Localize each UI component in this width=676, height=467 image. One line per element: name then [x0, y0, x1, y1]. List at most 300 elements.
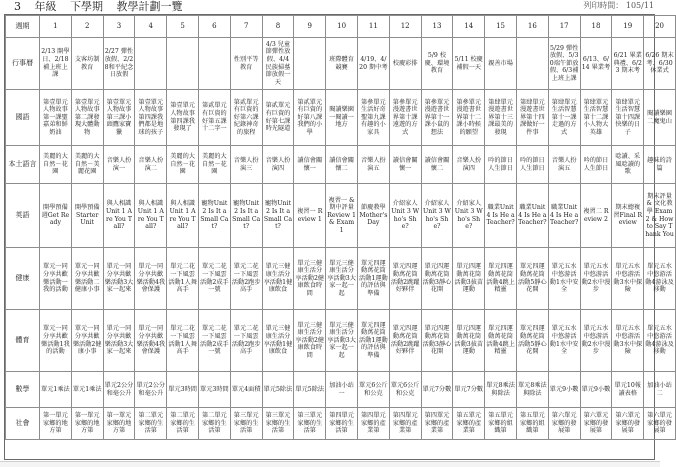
- plan-cell-text: 單元四運動萬花筒活動1運動的評估與準備: [359, 259, 388, 297]
- plan-cell-text: 開學預備週Get Ready: [41, 204, 70, 227]
- plan-cell-text: 與人相識Unit 1 Are You Tall?: [137, 200, 164, 231]
- plan-cell-text: 第六單元家鄉的發展第: [551, 412, 577, 435]
- plan-cell-text: 職業Unit 4 Is He a Teacher?: [486, 204, 515, 227]
- plan-cell-text: 第參單元漫遊書世界第十一課小鼠的想法: [424, 98, 450, 136]
- plan-cell: [548, 310, 580, 372]
- plan-cell: [389, 90, 421, 146]
- plan-cell-text: 單元9小數: [581, 385, 611, 393]
- week-number: 2: [71, 16, 103, 38]
- plan-cell: [167, 408, 199, 440]
- plan-cell-text: 第三單元家鄉的生活第: [265, 412, 291, 435]
- plan-cell-text: 第二單元家鄉的生活第: [170, 412, 195, 435]
- plan-cell-text: 單元7分數: [422, 385, 452, 393]
- plan-cell-text: 單元1乘法: [72, 385, 102, 393]
- subject-row: [6, 372, 676, 408]
- plan-cell: [135, 248, 167, 310]
- week-header-row: [6, 16, 676, 38]
- plan-cell-text: 音樂人扮演一: [106, 156, 132, 172]
- week-number: 5: [167, 16, 199, 38]
- plan-cell-text: 單元一同分享共歡樂活動4我會保護: [136, 263, 166, 294]
- plan-cell: [40, 372, 72, 408]
- plan-cell: [357, 38, 389, 90]
- week-number: 3: [103, 16, 135, 38]
- plan-cell-text: 第一單元家鄉的地方第: [106, 412, 132, 435]
- plan-cell: [644, 184, 676, 248]
- plan-cell: [326, 248, 358, 310]
- plan-cell: [326, 372, 358, 408]
- plan-cell: [485, 38, 517, 90]
- plan-cell-text: 4/3 兒童節彈性放假、4/4 民族掃墓節放假一天: [265, 40, 291, 86]
- plan-cell-text: 5/11 校慶補假一天: [454, 55, 483, 71]
- plan-cell-text: 單元五水中悠游活動2水中漫步: [581, 325, 611, 356]
- plan-cell: [389, 184, 421, 248]
- plan-cell: [548, 248, 580, 310]
- plan-cell-text: 讀信會關懷二: [329, 156, 354, 172]
- plan-cell: [357, 248, 389, 310]
- week-number: 11: [357, 16, 389, 38]
- plan-cell: [103, 184, 135, 248]
- plan-cell-text: 唸讀、采風唸讀的歌: [615, 153, 641, 176]
- plan-cell: [135, 146, 167, 184]
- plan-cell: [516, 38, 548, 90]
- plan-cell: [326, 38, 358, 90]
- plan-cell: [612, 184, 644, 248]
- grade-number: 3: [14, 0, 21, 13]
- plan-cell-text: 單元五水中悠游活動4游泳及移動: [645, 263, 674, 294]
- plan-cell: [389, 38, 421, 90]
- subject-label: 體育: [6, 310, 40, 372]
- plan-cell-text: 讀信會關懷一: [297, 156, 323, 172]
- plan-cell-text: 單元3時間: [168, 385, 197, 393]
- plan-cell: [516, 146, 548, 184]
- plan-cell-text: 4/19、4/20 期中考: [359, 55, 388, 71]
- subject-label: 健康: [6, 248, 40, 310]
- plan-cell: [421, 90, 453, 146]
- plan-cell: [548, 90, 580, 146]
- plan-cell: [198, 90, 230, 146]
- print-date: 列印時間： 105/11: [583, 1, 654, 10]
- plan-cell-text: 讀信會關懷二: [424, 156, 450, 172]
- plan-cell: [71, 90, 103, 146]
- week-number: 4: [135, 16, 167, 38]
- plan-cell-text: 單元6公斤和公克: [390, 381, 420, 397]
- week-number: 10: [326, 16, 358, 38]
- plan-cell-text: 第貳單元有巨資的好第六課紀錄神奇的旅程: [233, 98, 259, 136]
- week-number: 14: [453, 16, 485, 38]
- plan-cell-text: 第肆單元生活智慧第十一課走過的方式: [551, 98, 577, 136]
- plan-cell: [453, 310, 485, 372]
- plan-cell-text: 第三單元家鄉的生活第: [297, 412, 323, 435]
- plan-cell: [103, 146, 135, 184]
- plan-cell-text: 第四單元家鄉的產業第: [360, 412, 386, 435]
- plan-cell: [103, 90, 135, 146]
- plan-cell-text: 5/9 校慶、環境教育: [424, 52, 450, 75]
- subject-row: [6, 90, 676, 146]
- plan-cell-text: 吟的節日人生節日: [519, 156, 545, 172]
- teaching-plan-sheet: [4, 14, 674, 460]
- subject-row: [6, 408, 676, 440]
- plan-cell-text: 第貳單元有巨資的好第八課我們的小學: [297, 98, 323, 136]
- plan-cell-text: 單元五水中悠游活動3水中探險: [613, 263, 643, 294]
- plan-cell: [326, 146, 358, 184]
- plan-cell-text: 第一單元家鄉的地方第: [74, 412, 100, 435]
- plan-cell-text: 單元四運動萬花筒活動2跳躍好夥伴: [390, 325, 420, 356]
- subject-label: 本土語言: [6, 146, 40, 184]
- plan-cell-text: 2/13 開學日、2/18補上班上課: [41, 48, 70, 79]
- plan-cell-text: 第五單元家鄉的組織第: [519, 412, 545, 435]
- plan-cell-text: 第參單元漫遊書世界第十課遠遊的方式: [392, 98, 418, 136]
- plan-cell: [40, 184, 72, 248]
- plan-cell: [40, 310, 72, 372]
- plan-cell: [230, 38, 262, 90]
- plan-cell: [421, 408, 453, 440]
- plan-cell-text: 期末總複習Final Review: [613, 204, 643, 227]
- plan-cell: [230, 408, 262, 440]
- plan-cell: [421, 146, 453, 184]
- plan-cell-text: 單元三健康生活分享活動2健康飲食時間: [295, 321, 325, 359]
- plan-cell: [516, 408, 548, 440]
- plan-cell: [421, 38, 453, 90]
- plan-cell-text: 單元二花一下風雲活動2跑步高手: [231, 263, 261, 294]
- plan-cell: [612, 310, 644, 372]
- plan-cell-text: 第肆單元漫遊書世界第十三課最美的發現: [488, 98, 513, 136]
- plan-cell-text: 寵物Unit 2 Is It a Small Cat?: [263, 200, 293, 231]
- plan-cell-text: 第肆單元漫遊書世界第十四課做好一件事: [519, 98, 545, 136]
- plan-cell: [485, 310, 517, 372]
- plan-cell-text: 第壹單元人物故事第四課我發現了: [170, 102, 195, 133]
- plan-cell: [230, 310, 262, 372]
- plan-cell-text: 單元五水中悠游活動3水中探險: [613, 325, 643, 356]
- plan-cell-text: 單元四運動萬花筒活動1運動的評估與準備: [359, 321, 388, 359]
- plan-cell: [644, 38, 676, 90]
- subject-row: [6, 38, 676, 90]
- plan-title: 教學計劃一覽: [116, 0, 183, 13]
- plan-cell: [421, 184, 453, 248]
- plan-cell-text: 單元四運動萬花筒活動4跳上精靈: [486, 263, 515, 294]
- subject-label: 國語: [6, 90, 40, 146]
- plan-cell-text: 第參單元生活好奇聖第九課有趣的小家具: [360, 98, 386, 136]
- plan-cell: [135, 408, 167, 440]
- plan-cell: [453, 90, 485, 146]
- plan-cell-text: 第五單元家鄉的組織第: [488, 412, 513, 435]
- plan-cell-text: 單元一同分享共歡樂活動3大家一起來: [104, 325, 134, 356]
- plan-cell: [516, 372, 548, 408]
- plan-cell-text: 單元三健康生活分享活動2健康飲食時間: [295, 259, 325, 297]
- plan-cell-text: 單元5除法: [263, 385, 293, 393]
- plan-cell-text: 單元四運動萬花筒活動3拔苗運動: [454, 263, 484, 294]
- plan-cell: [198, 372, 230, 408]
- plan-cell-text: 第四單元家鄉的產業第: [424, 412, 450, 435]
- plan-cell-text: 期末評量 & 文化教學 Exam 2 & How to Say Thank You: [645, 192, 674, 238]
- subject-row: [6, 184, 676, 248]
- plan-cell: [135, 372, 167, 408]
- week-number: 17: [548, 16, 580, 38]
- plan-cell: [262, 408, 294, 440]
- plan-cell: [135, 90, 167, 146]
- subject-label: 英語: [6, 184, 40, 248]
- plan-cell-text: 美麗的大自然－花園: [43, 153, 68, 176]
- plan-cell-text: 單元五水中悠游活動1水中安全: [549, 263, 579, 294]
- plan-cell: [198, 248, 230, 310]
- plan-cell: [421, 310, 453, 372]
- plan-cell-text: 音樂人扮演四: [456, 156, 482, 172]
- plan-cell: [357, 90, 389, 146]
- plan-cell-text: 趣味的詩篇: [647, 156, 672, 172]
- plan-cell: [294, 310, 326, 372]
- plan-cell-text: 單元10報讀表格: [614, 381, 641, 397]
- plan-cell-text: 單元7分數: [454, 385, 484, 393]
- plan-cell-text: 職業Unit 4 Is He a Teacher?: [549, 204, 579, 227]
- week-number: 8: [262, 16, 294, 38]
- plan-cell: [135, 184, 167, 248]
- plan-cell-text: 2/27 彈性放假、2/28和平紀念日放假: [104, 48, 134, 79]
- plan-cell: [548, 372, 580, 408]
- plan-cell: [294, 146, 326, 184]
- plan-cell-text: 複習二 Review 2: [583, 207, 609, 223]
- plan-cell: [644, 310, 676, 372]
- plan-cell: [453, 184, 485, 248]
- plan-cell-text: 5/29 彈性放假、5/30端午節放假、6/3補上班上課: [549, 44, 579, 82]
- plan-cell-text: 吟的節日人生節日: [488, 156, 513, 172]
- plan-cell-text: 加油小站二: [647, 381, 672, 397]
- plan-cell: [40, 248, 72, 310]
- plan-cell: [548, 408, 580, 440]
- plan-cell-text: 複習一 & 期中評量 Review 1 & Exam 1: [327, 196, 356, 234]
- plan-cell-text: 閱讀樂園一閱讀一地方: [329, 106, 354, 129]
- plan-cell: [485, 90, 517, 146]
- plan-cell: [135, 310, 167, 372]
- plan-cell-text: 第四單元家鄉的生活第: [329, 412, 354, 435]
- plan-cell-text: 寵物Unit 2 Is It a Small Cat?: [232, 200, 261, 231]
- plan-cell-text: 音樂人扮演三: [233, 156, 259, 172]
- subject-label: 數學: [6, 372, 40, 408]
- plan-cell-text: 單元三健康生活分享活動1健康飲食: [263, 325, 293, 356]
- plan-cell-text: 第六單元家鄉的發展第: [615, 412, 641, 435]
- plan-cell-text: 單元四運動萬花筒活動2跳躍好夥伴: [390, 263, 420, 294]
- plan-cell: [167, 90, 199, 146]
- week-number: 18: [580, 16, 612, 38]
- plan-cell: [612, 372, 644, 408]
- plan-cell: [262, 248, 294, 310]
- plan-cell-text: 單元二花一下風雲活動1人舞高手: [168, 325, 197, 356]
- plan-cell: [71, 248, 103, 310]
- plan-cell: [198, 408, 230, 440]
- plan-cell-text: 第一單元家鄉的地方第: [43, 412, 68, 435]
- teaching-plan-table: [5, 15, 676, 440]
- plan-cell-text: 校慶彩排: [392, 59, 418, 67]
- plan-cell-text: 加油小站一: [329, 381, 354, 397]
- plan-cell: [612, 408, 644, 440]
- plan-cell: [548, 38, 580, 90]
- grade-label: 年級: [34, 0, 57, 13]
- plan-cell: [326, 90, 358, 146]
- plan-cell: [580, 372, 612, 408]
- week-number: 7: [230, 16, 262, 38]
- plan-cell-text: 單元6公斤和公克: [359, 381, 388, 397]
- plan-cell-text: 單元四運動萬花筒活動3靜心花開: [422, 325, 452, 356]
- plan-cell-text: 第貳單元有巨資的好第五課十二字一: [202, 102, 227, 133]
- plan-cell: [294, 90, 326, 146]
- plan-cell-text: 單元9小數: [549, 385, 579, 393]
- plan-cell-text: 單元五水中悠游活動4游泳及移動: [645, 325, 674, 356]
- plan-cell: [644, 408, 676, 440]
- plan-cell: [580, 90, 612, 146]
- plan-cell: [198, 310, 230, 372]
- plan-cell: [198, 184, 230, 248]
- plan-cell-text: 音樂人扮演二: [138, 156, 164, 172]
- plan-cell: [389, 248, 421, 310]
- subject-label: 行事曆: [6, 38, 40, 90]
- plan-cell: [167, 372, 199, 408]
- plan-cell: [230, 146, 262, 184]
- plan-cell: [294, 184, 326, 248]
- plan-cell: [198, 146, 230, 184]
- plan-cell-text: 單元8乘法與除法: [486, 381, 515, 397]
- plan-cell-text: 職業Unit 4 Is He a Teacher?: [518, 204, 547, 227]
- term-label: 下學期: [70, 0, 103, 13]
- plan-cell: [389, 146, 421, 184]
- plan-cell: [326, 408, 358, 440]
- plan-cell: [485, 372, 517, 408]
- plan-cell: [389, 372, 421, 408]
- plan-cell-text: 第參單元漫遊書世界第十二課小時候的願望: [456, 98, 482, 136]
- plan-cell: [294, 248, 326, 310]
- plan-cell: [453, 248, 485, 310]
- plan-cell: [644, 146, 676, 184]
- plan-cell: [40, 38, 72, 90]
- plan-cell-text: 性別平等教育: [233, 55, 259, 71]
- plan-cell-text: 親善市場: [488, 59, 513, 67]
- plan-cell: [262, 372, 294, 408]
- plan-cell-text: 單元一同分享共歡樂活動2健康小事: [72, 325, 102, 356]
- plan-cell: [580, 310, 612, 372]
- plan-cell: [262, 146, 294, 184]
- plan-cell: [580, 146, 612, 184]
- plan-cell-text: 單元一同分享共歡樂活動3大家一起來: [104, 263, 134, 294]
- plan-cell: [612, 38, 644, 90]
- plan-cell-text: 單元1乘法: [41, 385, 70, 393]
- plan-cell: [580, 38, 612, 90]
- plan-cell: [485, 248, 517, 310]
- plan-cell: [421, 372, 453, 408]
- plan-cell: [262, 184, 294, 248]
- plan-cell-text: 第六單元家鄉的發展第: [583, 412, 609, 435]
- plan-cell-text: 單元五水中悠游活動2水中漫步: [581, 263, 611, 294]
- subject-row: [6, 146, 676, 184]
- plan-cell-text: 單元四運動萬花筒活動5靜心花開: [518, 263, 547, 294]
- plan-cell-text: 單元4面積: [231, 385, 261, 393]
- plan-cell: [262, 38, 294, 90]
- plan-cell-text: 單元二花一下風雲活動1人舞高手: [168, 263, 197, 294]
- plan-cell-text: 單元三健康生活分享活動1健康飲食: [263, 263, 293, 294]
- plan-cell: [103, 38, 135, 90]
- plan-cell-text: 支客坊制教育: [74, 55, 100, 71]
- plan-cell: [453, 38, 485, 90]
- plan-cell: [644, 372, 676, 408]
- plan-cell: [230, 372, 262, 408]
- plan-cell: [357, 310, 389, 372]
- plan-cell-text: 單元二花一下風雲活動2跑步高手: [231, 325, 261, 356]
- plan-cell-text: 複習一 Review 1: [297, 207, 323, 223]
- plan-cell-text: 單元三健康生活分享活動3大家一起一起: [327, 321, 356, 359]
- plan-cell-text: 與人相識Unit 1 Are You Tall?: [105, 200, 132, 231]
- plan-cell: [230, 184, 262, 248]
- plan-cell: [357, 372, 389, 408]
- plan-cell: [103, 310, 135, 372]
- plan-cell: [453, 408, 485, 440]
- plan-cell-text: 單元一同分享共歡樂活動4我會保護: [136, 325, 166, 356]
- plan-cell-text: 吟的節日人生節日: [583, 156, 609, 172]
- plan-cell-text: 第五單元家鄉的產業第: [456, 412, 482, 435]
- plan-cell-text: 班際體育競賽: [329, 55, 354, 71]
- plan-cell-text: 第肆單元生活智慧第十二課小人物大英雄: [583, 98, 609, 136]
- plan-cell-text: 介紹家人 Unit 3 Who's She?: [391, 200, 420, 231]
- page-title: [14, 0, 454, 14]
- plan-cell: [485, 408, 517, 440]
- plan-cell-text: 單元8乘法與除法: [518, 381, 547, 397]
- plan-cell-text: 閱讀樂園二魔鬼山: [647, 109, 672, 125]
- plan-cell-text: 單元二花一下風雲活動2成手一號: [200, 325, 229, 356]
- plan-cell: [40, 146, 72, 184]
- plan-cell: [326, 310, 358, 372]
- plan-cell: [580, 408, 612, 440]
- plan-cell: [103, 372, 135, 408]
- plan-cell: [103, 248, 135, 310]
- plan-cell: [612, 248, 644, 310]
- plan-cell: [612, 146, 644, 184]
- week-number: 6: [198, 16, 230, 38]
- week-number: 15: [485, 16, 517, 38]
- plan-cell-text: 第四單元家鄉的產業第: [392, 412, 418, 435]
- plan-cell-text: 單元2公分和毫公升: [136, 381, 166, 397]
- plan-cell-text: 單元四運動萬花筒活動3拔苗運動: [454, 325, 484, 356]
- page-edge: [0, 461, 660, 467]
- plan-cell-text: 6/21 畢業典禮、6/23 期末考: [613, 52, 642, 75]
- plan-cell-text: 第二單元家鄉的生活第: [138, 412, 164, 435]
- plan-cell: [326, 184, 358, 248]
- plan-cell: [516, 90, 548, 146]
- week-label: 週期: [6, 16, 40, 38]
- plan-cell: [421, 248, 453, 310]
- plan-cell: [294, 38, 326, 90]
- plan-cell-text: 音樂人扮演四: [265, 156, 291, 172]
- week-number: 19: [612, 16, 644, 38]
- week-number: 16: [516, 16, 548, 38]
- plan-cell-text: 開學預備Starter Unit: [74, 204, 100, 227]
- plan-cell: [71, 146, 103, 184]
- plan-cell: [198, 38, 230, 90]
- plan-cell: [71, 310, 103, 372]
- plan-cell: [516, 310, 548, 372]
- plan-cell: [40, 90, 72, 146]
- plan-cell: [389, 310, 421, 372]
- plan-cell: [485, 184, 517, 248]
- plan-cell-text: 單元四運動萬花筒活動3靜心花開: [422, 263, 452, 294]
- plan-cell-text: 第貳單元有巨資的好第七課時光隧道: [265, 102, 291, 133]
- plan-cell: [71, 184, 103, 248]
- plan-cell: [453, 146, 485, 184]
- plan-cell-text: 介紹家人 Unit 3 Who's She?: [454, 200, 483, 231]
- plan-cell: [357, 408, 389, 440]
- plan-cell: [612, 90, 644, 146]
- plan-cell-text: 第三單元家鄉的生活第: [233, 412, 259, 435]
- plan-body: [6, 16, 676, 440]
- plan-cell-text: 讀信會關懷一: [392, 156, 418, 172]
- plan-cell-text: 第壹單元人物故事第四課我們都是地球的孩子: [138, 98, 164, 136]
- plan-cell: [516, 248, 548, 310]
- plan-cell-text: 單元一同分享共歡樂活動二健康小事: [74, 263, 100, 294]
- plan-cell: [294, 372, 326, 408]
